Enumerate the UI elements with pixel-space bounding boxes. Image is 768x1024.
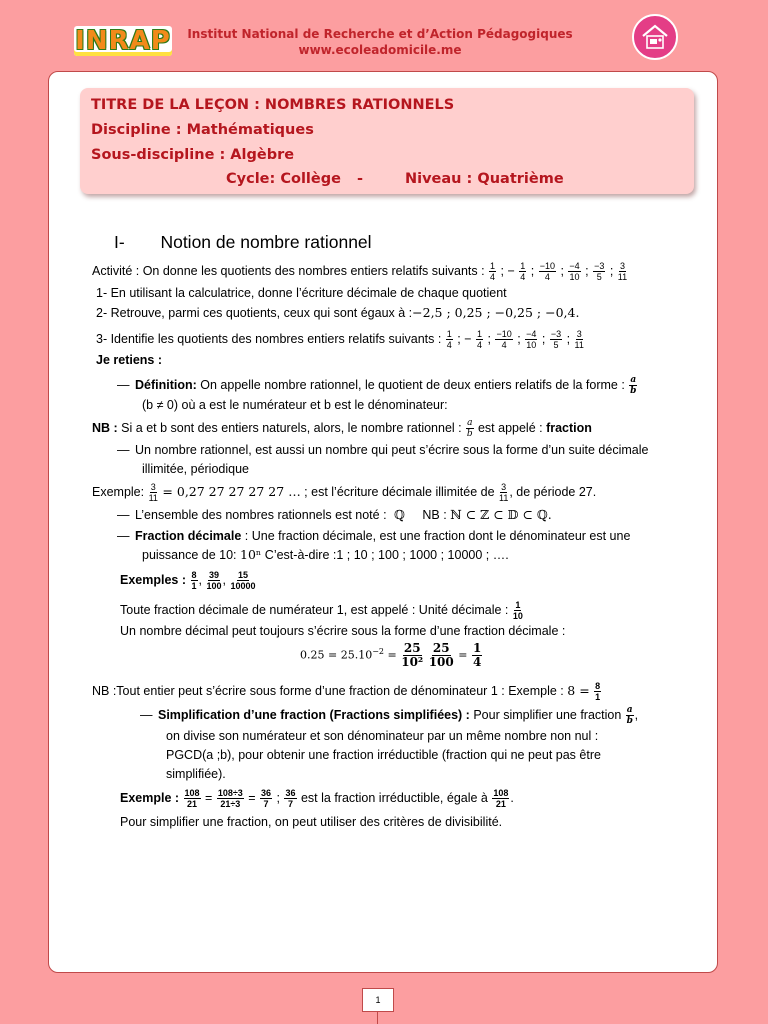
exemples-fractions: Exemples : $\frac{8}{1}$ , $\frac{39}{100}$ , $\frac{15}{10000}$ (120, 570, 256, 591)
formula-exponent: −2 (372, 646, 384, 656)
nb-fraction (92, 418, 592, 439)
fraction-a-b: $\frac{a}{b}$ (630, 375, 637, 396)
definition: — Définition: On appelle nombre rationnel, le quotient de deux entiers relatifs de la forme : $\frac{a}{b}$ (117, 375, 637, 396)
website-link[interactable]: www.ecoleadomicile.me (298, 43, 462, 57)
formula-eq: = (458, 648, 468, 662)
question-3: 3- Identifie les quotients des nombres entiers relatifs suivants : $\frac{1}{4}$ ; − $\frac{1}{4}$ ; $\frac{-10}{4}$ ; $\frac{-4}{10}$ ; $\frac{-3}{5}$ ; $\frac{3}{11}$ (96, 329, 584, 350)
formula-left: 0.25 = 25.10 (300, 648, 373, 662)
bullet-rational: — Un nombre rationnel, est aussi un nombre qui peut s’écrire sous la forme d’un suite décimale (117, 443, 649, 457)
niveau: Niveau : Quatrième (405, 171, 564, 187)
discipline: Discipline : Mathématiques (91, 122, 314, 138)
fraction: $\frac{8}{1}$ (595, 681, 601, 702)
nb-integer-text: NB :Tout entier peut s’écrire sous forme d’une fraction de dénominateur 1 : Exemple : (92, 683, 564, 698)
sous-discipline: Sous-discipline : Algèbre (91, 147, 295, 163)
question-1: 1- En utilisant la calculatrice, donne l’écriture décimale de chaque quotient (96, 286, 507, 300)
section-heading (114, 232, 372, 253)
fraction: $\frac{36}{7}$ (261, 788, 272, 809)
nb-label: NB : (92, 420, 118, 435)
fraction: $\frac{3}{11}$ (617, 261, 628, 282)
fraction-decimale: — Fraction décimale : Une fraction décimale, est une fraction dont le dénominateur est une (117, 529, 631, 543)
fraction: $\frac{108}{21}$ (184, 788, 200, 809)
institute-name: Institut National de Recherche et d’Action Pédagogiques (187, 27, 573, 41)
fraction: $\frac{-3}{5}$ (594, 261, 605, 282)
example-text-2: , de période 27. (509, 484, 597, 499)
exemples-label: Exemples : (120, 572, 187, 587)
fraction: $\frac{1}{4}$ (446, 329, 452, 350)
question-2-text: 2- Retrouve, parmi ces quotients, ceux qui sont égaux à : (96, 306, 413, 320)
fraction: $\frac{8}{1}$ (191, 570, 197, 591)
fraction: $\frac{108\div 3}{21\div 3}$ (217, 788, 243, 809)
fraction: $\frac{1}{4}$ (490, 261, 496, 282)
fraction-decimale-examples: C’est-à-dire :1 ; 10 ; 100 ; 1000 ; 10000 ; …. (261, 548, 509, 562)
fraction: $\frac{108}{21}$ (493, 788, 509, 809)
question-2-values: −2,5 ; 0,25 ; −0,25 ; −0,4. (412, 305, 580, 320)
nb-integer (92, 681, 602, 702)
simplification-line-2: on divise son numérateur et son dénominateur par un même nombre non nul : (166, 729, 599, 743)
definition-label: Définition: (135, 377, 197, 392)
question-2 (96, 305, 579, 321)
inrap-logo: INRAP (75, 26, 171, 56)
exemple-text: est la fraction irréductible, égale à (297, 790, 488, 805)
fraction-decimale-line-2 (142, 547, 509, 563)
fraction: $\frac{1}{4}$ (472, 641, 482, 669)
fraction: $\frac{39}{100}$ (206, 570, 222, 591)
fraction: $\frac{3}{11}$ (574, 329, 584, 350)
page-number-stem (377, 1012, 378, 1024)
simplification: — Simplification d’une fraction (Fractions simplifiées) : Pour simplifier une fraction $\frac{a}{b}$ , (140, 705, 639, 726)
fraction: $\frac{25}{\text{10²}}$ (401, 641, 424, 669)
unite-decimale (120, 600, 524, 621)
fraction-a-b: $\frac{a}{b}$ (626, 705, 633, 726)
fraction: $\frac{3}{11}$ (499, 482, 509, 503)
exemple-label: Exemple : (120, 790, 180, 805)
fraction: $\frac{25}{100}$ (428, 641, 454, 669)
fraction: $\frac{3}{11}$ (148, 482, 158, 503)
nb-fraction-word: fraction (546, 420, 592, 435)
definition-cont: (b ≠ 0) où a est le numérateur et b est le dénominateur: (142, 398, 448, 412)
formula-eq: = (387, 648, 397, 662)
simplification-line-4: simplifiée). (166, 767, 226, 781)
set-notation-text: L’ensemble des nombres rationnels est noté : (135, 508, 387, 522)
simplification-text: Pour simplifier une fraction (469, 707, 622, 722)
definition-text: On appelle nombre rationnel, le quotient de deux entiers relatifs de la forme : (196, 377, 625, 392)
section-number: I- (114, 232, 125, 252)
fraction: $\frac{1}{4}$ (520, 261, 526, 282)
title-separator: - (357, 171, 364, 187)
bullet-rational-line-1: Un nombre rationnel, est aussi un nombre qui peut s’écrire sous la forme d’un suite décimale (135, 443, 649, 457)
cycle: Cycle: Collège (226, 171, 341, 187)
fraction: $\frac{-10}{4}$ (496, 329, 512, 350)
set-nb: NB : (422, 508, 447, 522)
fraction: $\frac{1}{10}$ (512, 600, 523, 621)
page-number: 1 (362, 988, 394, 1012)
je-retiens: Je retiens : (96, 353, 163, 367)
power-of-ten: 10ⁿ (240, 547, 262, 562)
fraction: $\frac{-4}{10}$ (526, 329, 537, 350)
unite-decimale-text: Toute fraction décimale de numérateur 1, est appelé : Unité décimale : (120, 602, 509, 617)
activity-intro-text: Activité : On donne les quotients des nombres entiers relatifs suivants : (92, 263, 485, 278)
fraction: $\frac{15}{10000}$ (230, 570, 256, 591)
bullet-rational-line-2: illimitée, périodique (142, 462, 250, 476)
question-3-text: 3- Identifie les quotients des nombres entiers relatifs suivants : (96, 331, 442, 346)
example-text: ; est l’écriture décimale illimitée de (300, 484, 495, 499)
fraction-decimale-text: : Une fraction décimale, est une fraction dont le dénominateur est une (241, 529, 631, 543)
activity-intro: Activité : On donne les quotients des nombres entiers relatifs suivants : $\frac{1}{4}$ ; − $\frac{1}{4}$ ; $\frac{-10}{4}$ ; $\frac{-4}{10}$ ; $\frac{-3}{5}$ ; $\frac{3}{11}$ (92, 261, 628, 282)
exemple-simplification: Exemple : $\frac{108}{21}$ = $\frac{108\div 3}{21\div 3}$ = $\frac{36}{7}$ ; $\frac{36}{7}$ est la fraction irréductible, égale à $\frac{108}{21}$ . (120, 788, 514, 809)
simplification-line-3: PGCD(a ;b), pour obtenir une fraction irréductible (fraction qui ne peut pas être (166, 748, 601, 762)
fraction-decimale-label: Fraction décimale (135, 529, 242, 543)
set-notation: — L’ensemble des nombres rationnels est noté : ℚ NB : ℕ ⊂ ℤ ⊂ 𝔻 ⊂ ℚ. (117, 507, 552, 522)
example-decimal (92, 482, 596, 503)
nb-text: Si a et b sont des entiers naturels, alors, le nombre rationnel : (117, 420, 462, 435)
nb-integer-expr: 8 = (567, 682, 590, 698)
section-title: Notion de nombre rationnel (160, 232, 372, 252)
nb-text-2: est appelé : (474, 420, 547, 435)
fraction: $\frac{36}{7}$ (285, 788, 296, 809)
fraction: $\frac{-10}{4}$ (539, 261, 555, 282)
formula (300, 642, 483, 669)
fraction: $\frac{1}{4}$ (477, 329, 483, 350)
divisibility-note: Pour simplifier une fraction, on peut utiliser des critères de divisibilité. (120, 815, 503, 829)
fraction-decimale-power-text: puissance de 10: (142, 548, 237, 562)
simplification-label: Simplification d’une fraction (Fractions simplifiées) : (158, 707, 470, 722)
set-inclusion-chain: ℕ ⊂ ℤ ⊂ 𝔻 ⊂ ℚ. (450, 507, 552, 522)
example-expression: = 0,27 27 27 27 27 … (162, 483, 301, 499)
lesson-title: TITRE DE LA LEÇON : NOMBRES RATIONNELS (91, 97, 455, 113)
fraction: $\frac{-4}{10}$ (569, 261, 580, 282)
fraction: $\frac{-3}{5}$ (550, 329, 562, 350)
decimal-as-fraction: Un nombre décimal peut toujours s’écrire sous la forme d’une fraction décimale : (120, 624, 566, 638)
fraction-a-b: $\frac{a}{b}$ (466, 418, 473, 439)
home-school-icon (632, 14, 678, 60)
q-symbol: ℚ (394, 507, 405, 522)
example-label: Exemple: (92, 484, 145, 499)
